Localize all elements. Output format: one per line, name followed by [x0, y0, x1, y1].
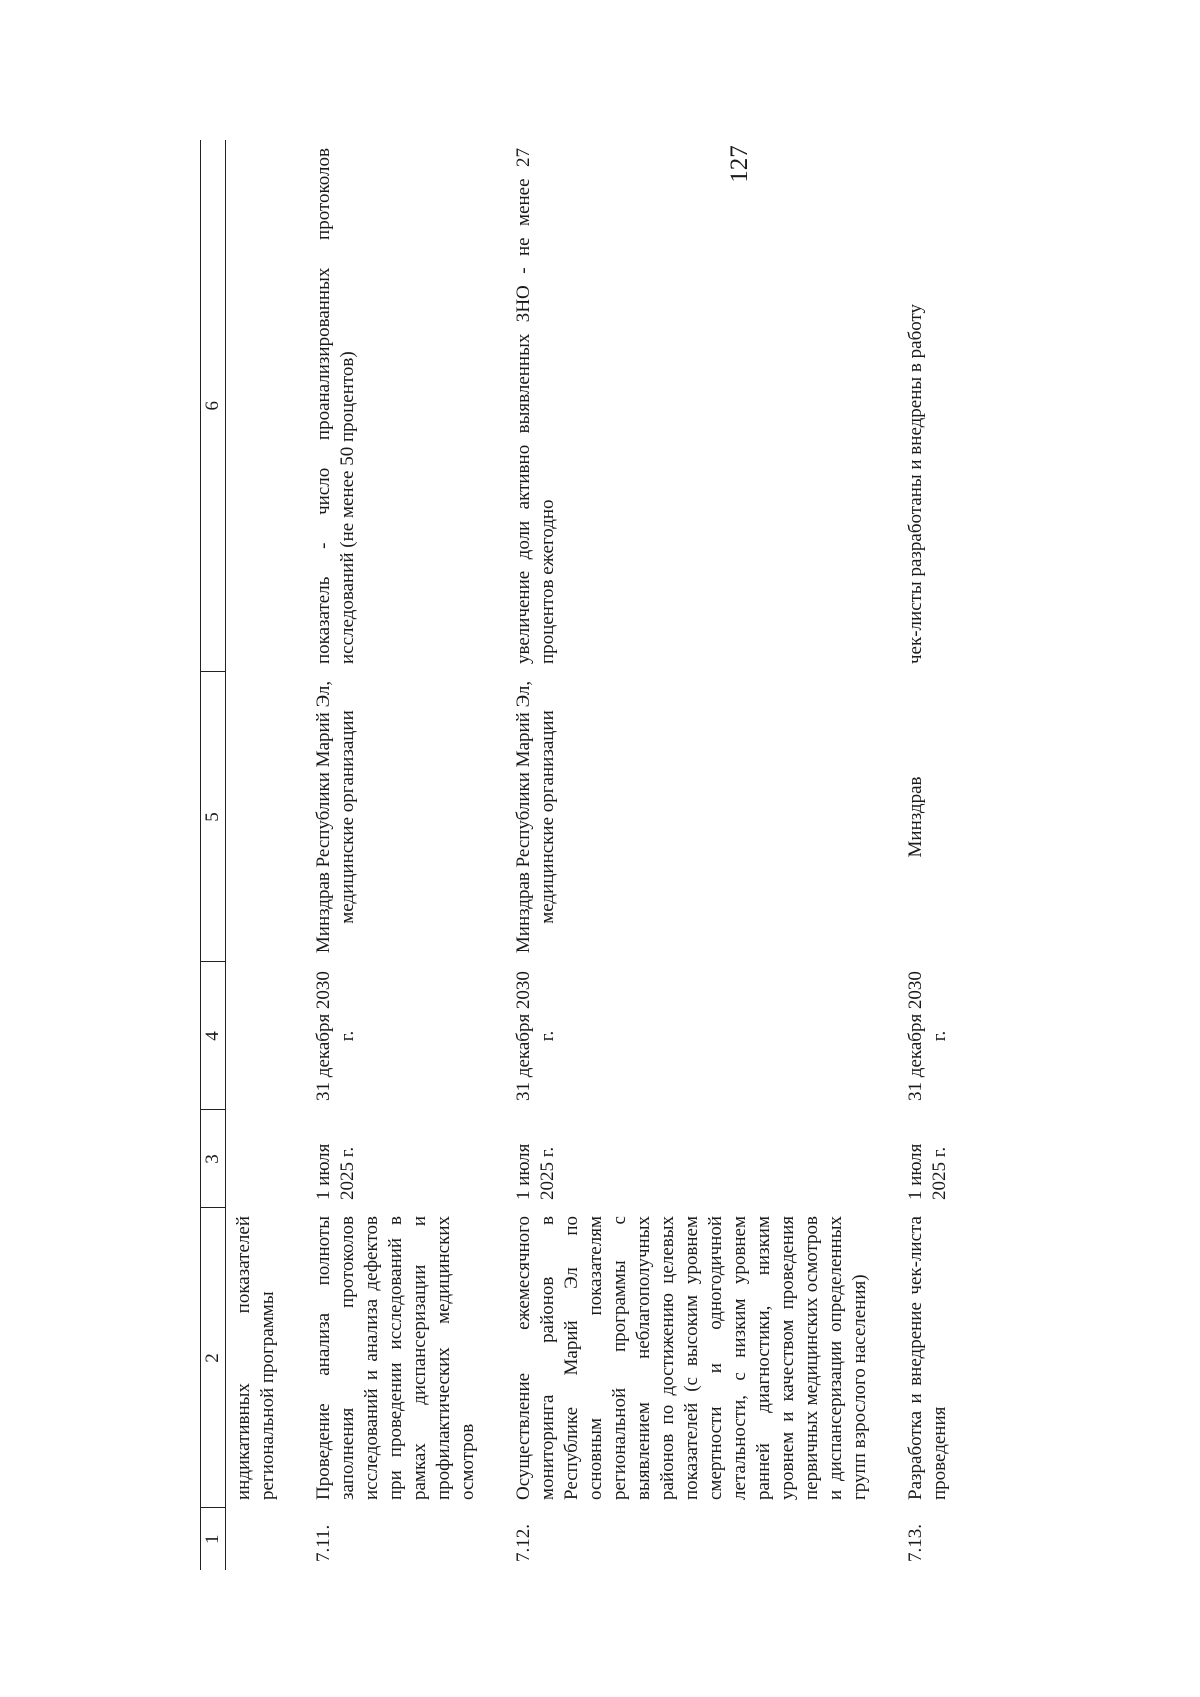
row-number: 7.12. — [513, 1524, 534, 1562]
start-date-cell — [226, 1110, 299, 1208]
table-row — [498, 140, 890, 1570]
result-cell: увеличение доли активно выявленных ЗНО - не менее 27 процентов ежегодно — [513, 148, 558, 664]
result-cell: чек-листы разработаны и внедрены в работу — [905, 303, 926, 664]
column-header-6: 6 — [201, 140, 226, 672]
column-header-3: 3 — [201, 1110, 226, 1208]
start-date-cell: 1 июля 2025 г. — [905, 1143, 950, 1200]
start-date-cell: 1 июля 2025 г. — [513, 1143, 558, 1200]
result-cell: показатель - число проанализированных протоколов исследований (не менее 50 процентов) — [313, 148, 358, 664]
column-header-2: 2 — [201, 1208, 226, 1508]
row-number: 7.13. — [905, 1524, 926, 1562]
column-number-header-row — [201, 140, 226, 1570]
responsible-cell — [226, 672, 299, 962]
row-number: 7.11. — [313, 1524, 334, 1562]
action-cell: индикативных показателей региональной программы — [233, 1216, 278, 1500]
action-cell: Разработка и внедрение чек-листа проведения — [905, 1216, 950, 1500]
responsible-cell: Минздрав Республики Марий Эл, медицинские организации — [513, 680, 558, 954]
rotated-table-sheet — [200, 70, 990, 1570]
column-header-1: 1 — [201, 1508, 226, 1570]
action-cell: Осуществление ежемесячного мониторинга районов в Республике Марий Эл по основным показателям региональной программы с выявлением неблагополучных районов по достижению целевых показателей (с высоким уровнем смертности и одногодичной летальности, с низким уровнем ранней диагностики, низким уровнем и качеством проведения первичных медицинских осмотров и диспансеризации определенных групп взрослого населения) — [513, 1216, 870, 1500]
end-date-cell: 31 декабря 2030 г. — [513, 971, 558, 1101]
end-date-cell: 31 декабря 2030 г. — [905, 971, 950, 1101]
table-row — [226, 140, 299, 1570]
responsible-cell: Минздрав — [905, 776, 926, 858]
column-header-5: 5 — [201, 672, 226, 962]
end-date-cell: 31 декабря 2030 г. — [313, 971, 358, 1101]
start-date-cell: 1 июля 2025 г. — [313, 1143, 358, 1200]
responsible-cell: Минздрав Республики Марий Эл, медицинские организации — [313, 680, 358, 954]
action-cell: Проведение анализа полноты заполнения протоколов исследований и анализа дефектов при проведении исследований в рамках диспансеризации и профилактических медицинских осмотров — [313, 1216, 478, 1500]
table-row — [298, 140, 498, 1570]
measures-table — [200, 140, 970, 1570]
end-date-cell — [226, 962, 299, 1110]
column-header-4: 4 — [201, 962, 226, 1110]
result-cell — [226, 140, 299, 672]
page-number: 127 — [726, 145, 753, 183]
row-number — [226, 1508, 299, 1570]
table-row — [890, 140, 970, 1570]
